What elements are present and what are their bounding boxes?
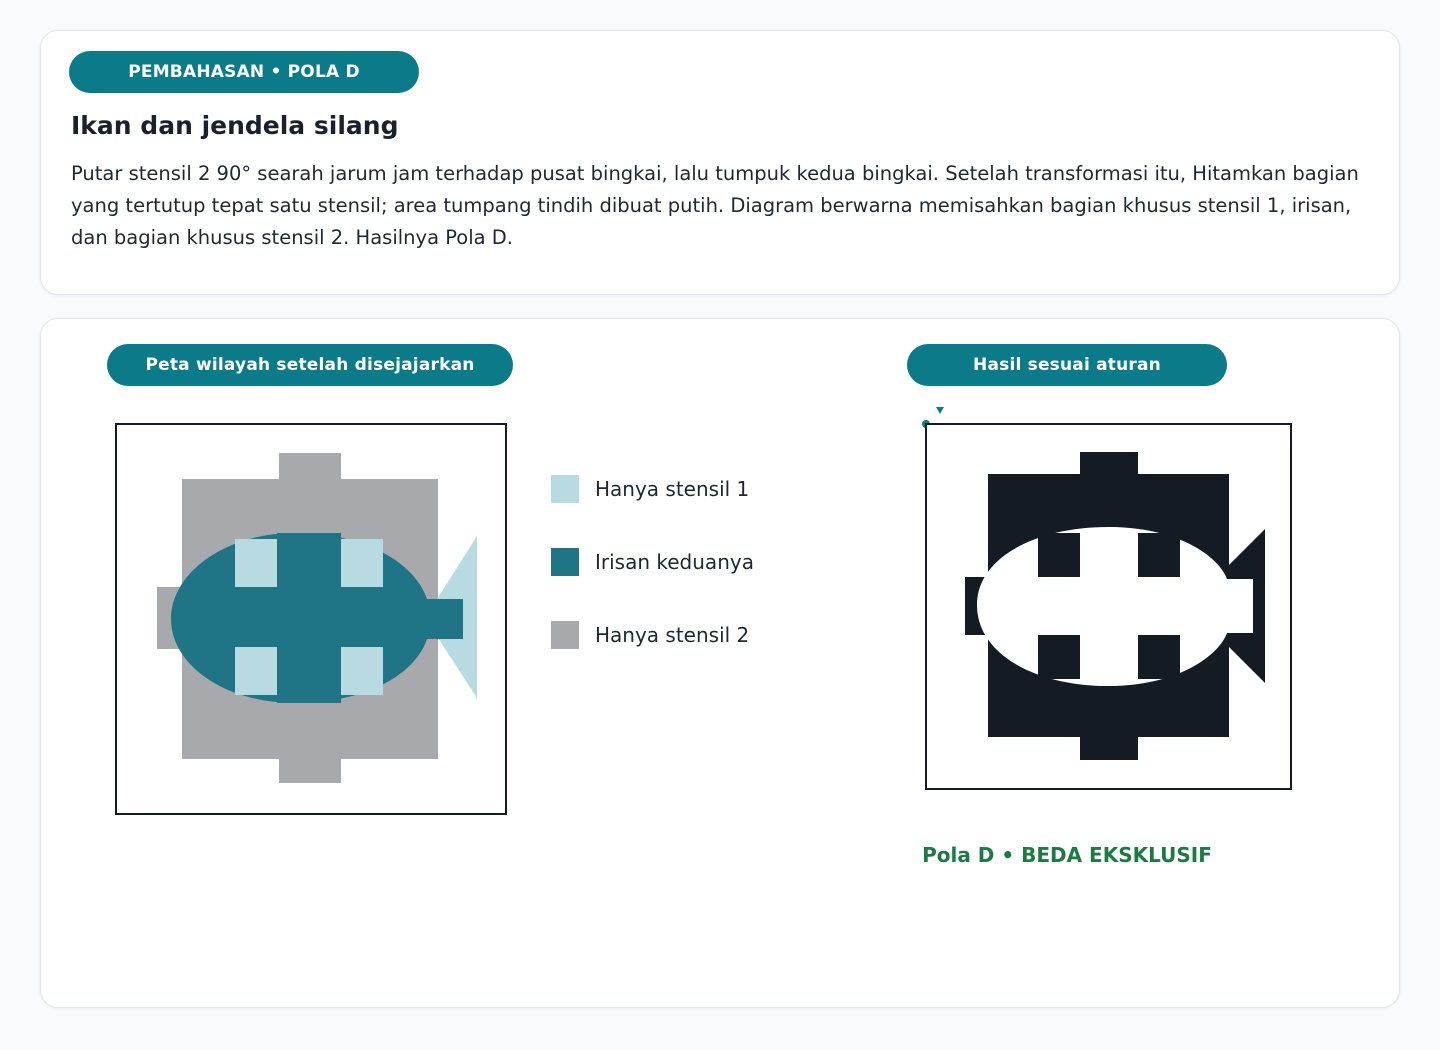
legend-label-stencil-1: Hanya stensil 1 bbox=[595, 477, 750, 501]
result-label: Hasil sesuai aturan bbox=[907, 344, 1227, 386]
legend-item-stencil-1 bbox=[551, 475, 754, 503]
explanation-text: Putar stensil 2 90° searah jarum jam terhadap pusat bingkai, lalu tumpuk kedua bingkai. Setelah transformasi itu, Hitamkan bagian yang tertutup tepat satu stensil; area tumpang tindih dibuat putih. Diagram berwarna memisahkan bagian khusus stensil 1, irisan, dan bagian khusus stensil 2. Hasilnya Pola D. bbox=[71, 162, 1359, 249]
section-badge: PEMBAHASAN • POLA D bbox=[69, 51, 419, 93]
explanation-card bbox=[40, 30, 1400, 295]
legend-item-intersection bbox=[551, 548, 754, 576]
region-map-label: Peta wilayah setelah disejajarkan bbox=[107, 344, 513, 386]
legend bbox=[551, 475, 754, 694]
legend-swatch-stencil-1 bbox=[551, 475, 579, 503]
legend-label-stencil-2: Hanya stensil 2 bbox=[595, 623, 750, 647]
region-map-diagram bbox=[115, 423, 507, 815]
page-title: Ikan dan jendela silang bbox=[71, 111, 399, 140]
legend-label-intersection: Irisan keduanya bbox=[595, 550, 754, 574]
result-caption: Pola D • BEDA EKSKLUSIF bbox=[922, 843, 1212, 867]
orientation-marker-icon bbox=[936, 407, 944, 414]
diagram-card bbox=[40, 318, 1400, 1008]
legend-swatch-stencil-2 bbox=[551, 621, 579, 649]
legend-swatch-intersection bbox=[551, 548, 579, 576]
result-pattern-diagram bbox=[917, 405, 1337, 795]
legend-item-stencil-2 bbox=[551, 621, 754, 649]
